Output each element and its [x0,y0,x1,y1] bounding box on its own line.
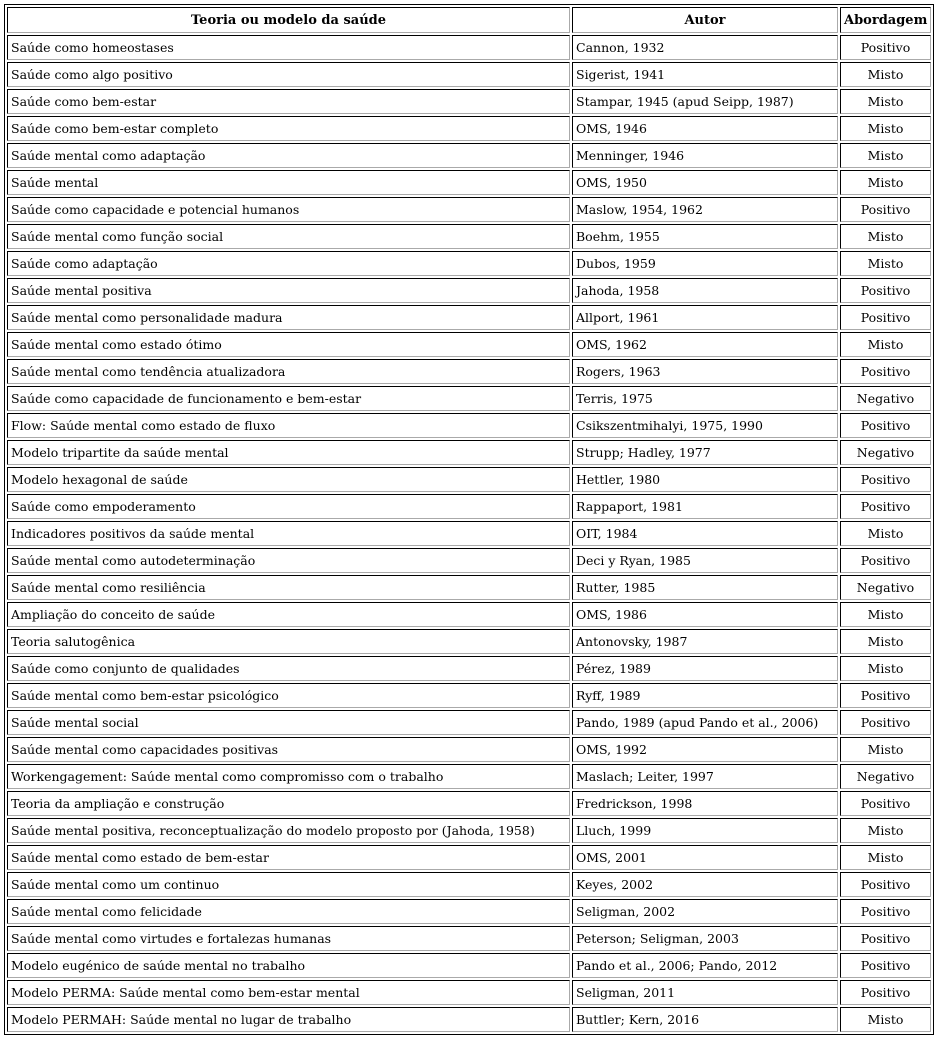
approach-cell: Positivo [840,872,931,897]
author-cell: Lluch, 1999 [572,818,838,843]
author-cell: Ryff, 1989 [572,683,838,708]
approach-cell: Misto [840,89,931,114]
author-cell: Rutter, 1985 [572,575,838,600]
table-row [7,656,931,681]
header-theory: Teoria ou modelo da saúde [7,7,570,33]
table-row [7,224,931,249]
table-row [7,683,931,708]
author-cell: OIT, 1984 [572,521,838,546]
author-cell: OMS, 1962 [572,332,838,357]
table-row [7,440,931,465]
approach-cell: Positivo [840,35,931,60]
table-row [7,602,931,627]
approach-cell: Positivo [840,899,931,924]
theory-cell: Modelo hexagonal de saúde [7,467,570,492]
theory-cell: Saúde como empoderamento [7,494,570,519]
theory-cell: Saúde como bem-estar [7,89,570,114]
theory-cell: Saúde mental como um continuo [7,872,570,897]
author-cell: Maslach; Leiter, 1997 [572,764,838,789]
theory-cell: Workengagement: Saúde mental como compromisso com o trabalho [7,764,570,789]
theory-cell: Saúde mental como resiliência [7,575,570,600]
theory-cell: Teoria salutogênica [7,629,570,654]
author-cell: Boehm, 1955 [572,224,838,249]
approach-cell: Positivo [840,548,931,573]
author-cell: Rappaport, 1981 [572,494,838,519]
author-cell: Dubos, 1959 [572,251,838,276]
approach-cell: Positivo [840,467,931,492]
approach-cell: Negativo [840,386,931,411]
author-cell: Seligman, 2011 [572,980,838,1005]
theory-cell: Flow: Saúde mental como estado de fluxo [7,413,570,438]
theory-cell: Modelo PERMAH: Saúde mental no lugar de trabalho [7,1007,570,1032]
approach-cell: Positivo [840,683,931,708]
table-row [7,359,931,384]
approach-cell: Negativo [840,440,931,465]
theory-cell: Saúde como capacidade e potencial humanos [7,197,570,222]
approach-cell: Misto [840,332,931,357]
author-cell: Antonovsky, 1987 [572,629,838,654]
approach-cell: Misto [840,62,931,87]
theory-cell: Saúde mental como felicidade [7,899,570,924]
author-cell: Rogers, 1963 [572,359,838,384]
author-cell: Maslow, 1954, 1962 [572,197,838,222]
approach-cell: Positivo [840,791,931,816]
author-cell: OMS, 1986 [572,602,838,627]
table-row [7,980,931,1005]
table-row [7,845,931,870]
author-cell: OMS, 2001 [572,845,838,870]
theory-cell: Saúde como algo positivo [7,62,570,87]
theory-cell: Saúde mental como capacidades positivas [7,737,570,762]
health-models-table [4,4,934,1035]
header-author: Autor [572,7,838,33]
table-row [7,116,931,141]
theory-cell: Saúde mental como adaptação [7,143,570,168]
table-row [7,278,931,303]
author-cell: OMS, 1992 [572,737,838,762]
theory-cell: Teoria da ampliação e construção [7,791,570,816]
author-cell: OMS, 1950 [572,170,838,195]
approach-cell: Positivo [840,926,931,951]
author-cell: Stampar, 1945 (apud Seipp, 1987) [572,89,838,114]
author-cell: Hettler, 1980 [572,467,838,492]
theory-cell: Saúde mental positiva, reconceptualização do modelo proposto por (Jahoda, 1958) [7,818,570,843]
author-cell: Pérez, 1989 [572,656,838,681]
theory-cell: Saúde mental como tendência atualizadora [7,359,570,384]
approach-cell: Misto [840,602,931,627]
theory-cell: Saúde mental como personalidade madura [7,305,570,330]
author-cell: Allport, 1961 [572,305,838,330]
approach-cell: Positivo [840,278,931,303]
author-cell: Deci y Ryan, 1985 [572,548,838,573]
author-cell: Buttler; Kern, 2016 [572,1007,838,1032]
theory-cell: Saúde mental como autodeterminação [7,548,570,573]
author-cell: Keyes, 2002 [572,872,838,897]
author-cell: Menninger, 1946 [572,143,838,168]
table-row [7,305,931,330]
approach-cell: Positivo [840,494,931,519]
author-cell: Seligman, 2002 [572,899,838,924]
approach-cell: Positivo [840,980,931,1005]
theory-cell: Saúde mental como virtudes e fortalezas humanas [7,926,570,951]
approach-cell: Positivo [840,197,931,222]
table-row [7,1007,931,1032]
header-row [7,7,931,33]
table-row [7,386,931,411]
table-row [7,89,931,114]
table-row [7,332,931,357]
approach-cell: Misto [840,170,931,195]
theory-cell: Indicadores positivos da saúde mental [7,521,570,546]
approach-cell: Misto [840,224,931,249]
author-cell: Csikszentmihalyi, 1975, 1990 [572,413,838,438]
approach-cell: Misto [840,737,931,762]
table-row [7,575,931,600]
theory-cell: Saúde mental positiva [7,278,570,303]
approach-cell: Misto [840,251,931,276]
approach-cell: Positivo [840,413,931,438]
theory-cell: Saúde mental [7,170,570,195]
table-row [7,197,931,222]
table-row [7,872,931,897]
approach-cell: Positivo [840,305,931,330]
theory-cell: Saúde mental como bem-estar psicológico [7,683,570,708]
approach-cell: Negativo [840,764,931,789]
table-row [7,521,931,546]
approach-cell: Misto [840,1007,931,1032]
theory-cell: Saúde mental como estado de bem-estar [7,845,570,870]
theory-cell: Ampliação do conceito de saúde [7,602,570,627]
approach-cell: Misto [840,116,931,141]
header-approach: Abordagem [840,7,931,33]
table-row [7,413,931,438]
approach-cell: Misto [840,629,931,654]
author-cell: Pando et al., 2006; Pando, 2012 [572,953,838,978]
author-cell: Terris, 1975 [572,386,838,411]
table-row [7,467,931,492]
theory-cell: Saúde como bem-estar completo [7,116,570,141]
author-cell: Sigerist, 1941 [572,62,838,87]
theory-cell: Modelo PERMA: Saúde mental como bem-estar mental [7,980,570,1005]
table-row [7,737,931,762]
table-row [7,62,931,87]
theory-cell: Saúde como capacidade de funcionamento e bem-estar [7,386,570,411]
approach-cell: Positivo [840,953,931,978]
author-cell: OMS, 1946 [572,116,838,141]
theory-cell: Saúde mental social [7,710,570,735]
theory-cell: Saúde mental como estado ótimo [7,332,570,357]
theory-cell: Modelo eugénico de saúde mental no trabalho [7,953,570,978]
table-row [7,143,931,168]
table-row [7,818,931,843]
approach-cell: Misto [840,521,931,546]
table-row [7,548,931,573]
approach-cell: Positivo [840,710,931,735]
author-cell: Jahoda, 1958 [572,278,838,303]
table-row [7,494,931,519]
approach-cell: Misto [840,143,931,168]
theory-cell: Saúde como adaptação [7,251,570,276]
approach-cell: Misto [840,845,931,870]
table-row [7,764,931,789]
table-row [7,791,931,816]
author-cell: Cannon, 1932 [572,35,838,60]
theory-cell: Modelo tripartite da saúde mental [7,440,570,465]
theory-cell: Saúde como conjunto de qualidades [7,656,570,681]
table-row [7,629,931,654]
theory-cell: Saúde mental como função social [7,224,570,249]
approach-cell: Positivo [840,359,931,384]
author-cell: Strupp; Hadley, 1977 [572,440,838,465]
table-row [7,926,931,951]
approach-cell: Negativo [840,575,931,600]
table-row [7,953,931,978]
theory-cell: Saúde como homeostases [7,35,570,60]
author-cell: Fredrickson, 1998 [572,791,838,816]
author-cell: Peterson; Seligman, 2003 [572,926,838,951]
approach-cell: Misto [840,656,931,681]
table-row [7,35,931,60]
table-row [7,899,931,924]
table-row [7,251,931,276]
table-row [7,170,931,195]
table-row [7,710,931,735]
author-cell: Pando, 1989 (apud Pando et al., 2006) [572,710,838,735]
approach-cell: Misto [840,818,931,843]
